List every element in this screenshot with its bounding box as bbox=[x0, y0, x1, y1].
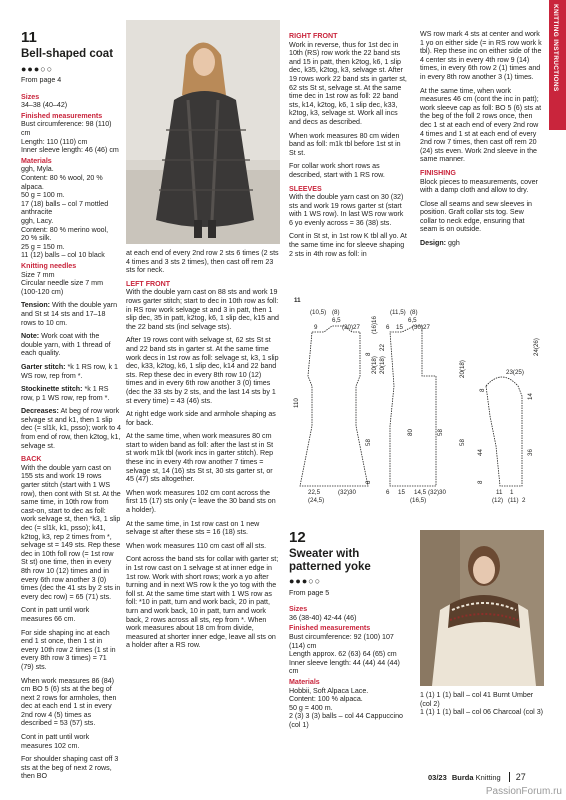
front-dim-bottom-4: (16,5) bbox=[410, 497, 427, 504]
back-dim-8a: 8 bbox=[365, 352, 372, 356]
text-paragraph: Cont across the band sts for collar with garter st; in 1st row cast on 1 selvage st at inner edge in 1st row. Work with short rows; work a yo after turning and in next WS row k the yo tog with the foll st. At the same time start with 1 WS row as foll: *10 in patt, turn and work back, 20 in patt, turn and work back, 10 in patt, turn and work back, 2 rows across all sts, rep from *. When work measures about 18 cm from divide, measured at shorter inner edge, leave all sts on a holder after a RS row. bbox=[126, 555, 279, 650]
front-dim-top-mid: (8) bbox=[410, 309, 418, 316]
sleeve-dim-top-2: 23(25) bbox=[506, 369, 524, 376]
back-dim-58: 58 bbox=[365, 439, 372, 446]
text-paragraph: With the double yarn cast on 155 sts and work 19 rows garter stitch (start with 1 WS row), then cont with St st. At the same time, in 10th row from cast-on, start to dec as foll: work selvage st, then *k3, 1 slip dec (= sl1k, k1, psso); k41, k2tog, k3, rep 2 times from *, selvage st = 149 sts. Rep these dec in 10th foll row (= 1st row St st) one time, then in every 8th row 10 (12) times and in every 6th row another 3 (0) times (dec the 41 sts by 2 sts in every dec row) = 65 (71) sts. bbox=[21, 463, 121, 601]
text-paragraph: When work measures 86 (84) cm BO 5 (6) sts at the beg of next 2 rows for armholes, then dec at each end 1 st in every 2nd row 4 (5) times as described = 53 (57) sts. bbox=[21, 676, 117, 728]
pattern-12-column bbox=[289, 530, 407, 730]
section-heading: RIGHT FRONT bbox=[289, 32, 338, 40]
text-paragraph: When work measures 102 cm cont across the first 15 (17) sts only (= leave the 30 band sts on a holder). bbox=[126, 488, 276, 515]
paragraph-body: At beg of row work selvage st and k1, then 1 slip dec (= sl1k, k1, psso); work to 4 from end of row, then k2tog, k1, selvage st. bbox=[21, 407, 121, 450]
text-line: 17 (18) balls – col 7 mottled bbox=[21, 199, 109, 208]
back-dim-bottom-2: (24,5) bbox=[308, 497, 325, 504]
sleeve-dim-7: 8 bbox=[477, 480, 484, 484]
pattern-number: 12 bbox=[289, 529, 306, 546]
back-dim-8b: 8 bbox=[365, 480, 372, 484]
sleeve-dim-6: 36 bbox=[527, 449, 534, 456]
text-paragraph: At right edge work side and armhole shaping as for back. bbox=[126, 410, 276, 427]
paragraph-lead: Decreases: bbox=[21, 407, 59, 416]
front-dim-1: 20(18) bbox=[379, 356, 386, 374]
section-heading: SLEEVES bbox=[289, 184, 322, 193]
text-line: 20 % silk. bbox=[21, 234, 52, 243]
diagram-label: 11 bbox=[294, 297, 301, 304]
schematic-diagram bbox=[286, 296, 548, 506]
back-dim-side-1: 20(18) bbox=[371, 356, 378, 374]
sleeve-dim-bottom-1: 11 bbox=[496, 489, 503, 496]
text-paragraph: At the same time, when work measures 80 cm start to widen band as foll: after the last st in St st work m1k tbl (work incs in garter stitch). Rep these inc in every 4th row another 7 times = selvage st, 14 (16) sts St st, 30 sts garter st, or 45 (47) sts altogether. bbox=[126, 432, 274, 484]
front-dim-top-mid-2: 6,5 bbox=[408, 317, 417, 324]
paragraph-lead: Stockinette stitch: bbox=[21, 385, 83, 394]
sleeve-piece bbox=[459, 338, 540, 504]
section-heading: BACK bbox=[21, 455, 42, 464]
front-dim-bottom-5: (32)30 bbox=[428, 489, 446, 496]
text-paragraph: For collar work short rows as described, start with 1 RS row. bbox=[289, 162, 385, 179]
text-line: Bust circumference: 92 (100) 107 (114) cm bbox=[289, 632, 394, 650]
front-dim-bottom-3: 14,5 bbox=[414, 489, 427, 496]
paragraph-lead: Tension: bbox=[21, 301, 51, 310]
footer-issue: 03/23 bbox=[428, 773, 447, 782]
paragraph-body: Work coat with the double yarn, with 1 thread of each quality. bbox=[21, 332, 111, 358]
paragraph-lead: Design: bbox=[420, 239, 447, 248]
paragraph-lead: Note: bbox=[21, 332, 40, 341]
back-dim-side-2: (16)16 bbox=[371, 316, 378, 334]
pattern-title: Sweater with patterned yoke bbox=[289, 548, 371, 573]
pattern-title: Bell-shaped coat bbox=[21, 48, 114, 60]
pattern-11-column-4 bbox=[420, 30, 542, 253]
text-line: Inner sleeve length: 44 (44) 44 (44) cm bbox=[289, 658, 400, 676]
text-line: 25 g = 150 m. bbox=[21, 242, 65, 251]
section-heading: Finished measurements bbox=[21, 111, 103, 120]
section-heading: Materials bbox=[289, 677, 320, 686]
sleeve-dim-5: 14 bbox=[527, 393, 534, 400]
section-heading: Materials bbox=[21, 156, 52, 165]
from-page: From page 5 bbox=[289, 588, 330, 597]
section-tab bbox=[549, 0, 566, 130]
text-line: Bust circumference: 98 (110) cm bbox=[21, 120, 112, 138]
paragraph-body: With the double yarn and St st 14 sts and 17–18 rows to 10 cm. bbox=[21, 301, 118, 327]
text-paragraph: With the double yarn cast on 30 (32) sts and work 19 rows garter st (start with 1 WS row). In last WS row work 6 yo evenly across = 36 (38) sts. bbox=[289, 193, 404, 227]
back-dim-top-right: (30)27 bbox=[342, 324, 360, 331]
text-line: Circular needle size 7 mm bbox=[21, 279, 104, 288]
page-number: 27 bbox=[509, 772, 526, 782]
section-tab-label: KNITTING INSTRUCTIONS bbox=[552, 4, 559, 92]
text-line: Size 7 mm bbox=[21, 270, 55, 279]
footer-brand: Burda bbox=[451, 773, 474, 782]
text-paragraph: Work in reverse, thus for 1st dec in 10th (RS) row work the 22 band sts and 15 in patt, then k2tog, k6, 1 slip dec, k35, k2tog, k3, selvage st. After 19 rows work 22 band sts in garter st, 62 sts St st, selvage st. At the same time dec in 1st row as foll: 22 band sts, k14, k2tog, k6, 1 slip dec, k33, k2tog, k3, selvage st. Work all incs and decs as described. bbox=[289, 40, 407, 126]
sleeve-dim-bottom-4: (11) bbox=[508, 497, 519, 504]
difficulty-rating: ●●●○○ bbox=[289, 576, 322, 586]
text-paragraph: After 19 rows cont with selvage st, 62 sts St st and 22 band sts in garter st. At the same time work decs in 1st row as foll: selvage st, k3, 1 slip dec, k33, k2tog, k6, 1 slip dec, k14 and 22 band sts. Rep these dec in every 8th row 10 (12) times and in every 6th row another 3 (0) times (dec the 33 sts by 2 sts, and the last 14 sts by 1 st every time) = 43 (46) sts. bbox=[126, 336, 279, 405]
photo-bell-shaped-coat bbox=[126, 20, 280, 244]
front-dim-top-left: (11,5) bbox=[390, 309, 406, 316]
text-paragraph: When work measures 110 cm cast off all sts. bbox=[126, 541, 267, 550]
text-paragraph: For shoulder shaping cast off 3 sts at the beg of next 2 rows, then BO bbox=[21, 755, 119, 781]
back-dim-top-mid: (8) bbox=[332, 309, 340, 316]
text-paragraph: at each end of every 2nd row 2 sts 6 times (2 sts 4 times and 3 sts 2 times), then cast off rem 23 sts for neck. bbox=[126, 249, 279, 275]
sleeve-dim-2: 8 bbox=[479, 388, 486, 392]
text-paragraph bbox=[21, 407, 121, 450]
pattern-11-column-3 bbox=[289, 30, 407, 263]
back-dim-bottom-1: 22,5 bbox=[308, 489, 321, 496]
text-line: Content: 80 % merino wool, bbox=[21, 225, 109, 234]
paragraph-body: ggh bbox=[446, 239, 460, 248]
text-line: ggh, Lacy. bbox=[21, 217, 54, 225]
sleeve-dim-top-1: 24(26) bbox=[533, 338, 540, 356]
front-dim-bottom-2: 15 bbox=[398, 489, 405, 496]
page-footer bbox=[428, 772, 526, 782]
paragraph-body: *k 1 RS row, p 1 WS row, rep from *. bbox=[21, 385, 110, 402]
back-dim-top-left: (10,5) bbox=[310, 309, 327, 316]
text-line: 34–38 (40–42) bbox=[21, 101, 68, 110]
watermark: PassionForum.ru bbox=[485, 786, 562, 797]
pattern-number: 11 bbox=[21, 29, 37, 46]
text-line: 2 (3) 3 (3) balls – col 44 Cappuccino (col 1) bbox=[289, 712, 403, 729]
pattern-11-column-1 bbox=[21, 30, 121, 786]
text-paragraph: For side shaping inc at each end 1 st once, then 1 st in every 10th row 2 times (1 st in every 8th row 3 times) = 71 (79) sts. bbox=[21, 628, 116, 671]
text-paragraph: Cont in St st, in 1st row K tbl all yo. At the same time inc for sleeve shaping 2 sts in 4th row as foll: in bbox=[289, 232, 407, 258]
sleeve-dim-3: 58 bbox=[459, 439, 466, 446]
text-line: 36 (38-40) 42-44 (46) bbox=[289, 613, 357, 622]
text-line: Length: 110 (110) cm bbox=[21, 137, 88, 146]
front-dim-bottom-1: 6 bbox=[386, 489, 390, 496]
sleeve-dim-bottom-5: 2 bbox=[522, 497, 526, 504]
text-line: 1 (1) 1 (1) ball – col 41 Burnt Umber (col 2) bbox=[420, 691, 534, 708]
text-paragraph: Cont in patt until work measures 102 cm. bbox=[21, 733, 90, 750]
front-dim-top-left-3: 15 bbox=[396, 324, 403, 331]
text-paragraph: With the double yarn cast on 88 sts and work 19 rows garter stitch; start to dec in 10th row as foll: in RS row work selvage st and 3 in patt, then 1 slip dec, 35 in patt, k2tog, k6, 1 slip dec, k15 and the 22 band sts (incl selvage sts). bbox=[126, 288, 280, 331]
back-dim-top-mid-2: 6,5 bbox=[332, 317, 341, 324]
back-piece bbox=[293, 309, 378, 504]
text-paragraph bbox=[420, 239, 542, 248]
text-paragraph: When work measures 80 cm widen band as foll: m1k tbl before 1st st in St st. bbox=[289, 131, 401, 157]
text-line: Content: 80 % wool, 20 % alpaca. bbox=[21, 174, 103, 191]
text-line: 11 (12) balls – col 10 black bbox=[21, 251, 105, 260]
front-dim-3: 80 bbox=[407, 429, 414, 436]
text-paragraph: WS row mark 4 sts at center and work 1 yo on either side (= in RS row work k tbl). Rep these inc on either side of the 4 center sts in every 4th row 9 (14) times, in every 6th row 2 (1) times and in every 8th row another 3 (1) times. bbox=[420, 30, 542, 81]
text-paragraph bbox=[21, 385, 121, 402]
text-paragraph bbox=[21, 332, 121, 358]
sleeve-dim-4: 44 bbox=[477, 449, 484, 456]
from-page: From page 4 bbox=[21, 76, 62, 85]
text-line: Inner sleeve length: 46 (46) cm bbox=[21, 146, 119, 155]
text-paragraph: At the same time, when work measures 46 cm (cont the inc in patt); work sleeve cap as foll: BO 5 (6) sts at the beg of the foll 2 rows once, then dec 1 st at each end of every 2nd row 4 times and 1 st at each end of every 2nd row 7 times, then cast off rem 20 (24) sts even. Work 2nd sleeve in the same manner. bbox=[420, 86, 542, 164]
section-heading: LEFT FRONT bbox=[126, 279, 171, 288]
text-line: Length approx. 62 (63) 64 (65) cm bbox=[289, 650, 397, 659]
paragraph-lead: Garter stitch: bbox=[21, 362, 66, 371]
text-line: Content: 100 % alpaca. bbox=[289, 695, 363, 704]
text-paragraph: Block pieces to measurements, cover with a damp cloth and allow to dry. bbox=[420, 177, 538, 195]
text-paragraph: Cont in patt until work measures 66 cm. bbox=[21, 606, 90, 623]
section-heading: Knitting needles bbox=[21, 261, 77, 270]
text-line: Hobbii, Soft Alpaca Lace. bbox=[289, 686, 369, 695]
front-dim-2: 22 bbox=[379, 344, 386, 351]
front-dim-top-right: (30)27 bbox=[412, 324, 430, 331]
text-line: (100-120 cm) bbox=[21, 287, 64, 296]
text-paragraph: At the same time, in 1st row cast on 1 new selvage st after these sts = 16 (18) sts. bbox=[126, 519, 260, 537]
back-dim-height: 110 bbox=[293, 398, 300, 408]
pattern-11-column-2 bbox=[126, 249, 279, 655]
text-paragraph bbox=[21, 301, 121, 327]
sleeve-dim-bottom-3: (12) bbox=[492, 497, 504, 504]
text-line: ggh, Myla. bbox=[21, 165, 54, 174]
back-dim-top-left-2: 9 bbox=[314, 324, 318, 331]
text-line: 1 (1) 1 (1) ball – col 06 Charcoal (col 3) bbox=[420, 708, 544, 717]
front-dim-top-left-2: 6 bbox=[386, 324, 390, 331]
text-line: anthracite bbox=[21, 208, 53, 217]
section-heading: FINISHING bbox=[420, 168, 456, 177]
photo-sweater-patterned-yoke bbox=[420, 530, 544, 686]
section-heading: Sizes bbox=[21, 92, 40, 101]
text-line: 50 g = 400 m. bbox=[289, 703, 333, 712]
text-paragraph bbox=[21, 363, 121, 380]
section-heading: Finished measurements bbox=[289, 624, 371, 633]
sleeve-dim-bottom-2: 1 bbox=[510, 489, 514, 496]
front-dim-4: 58 bbox=[437, 429, 444, 436]
section-heading: Sizes bbox=[289, 605, 308, 614]
sleeve-dim-1: 20(18) bbox=[459, 360, 466, 378]
pattern-12-column-right bbox=[420, 691, 544, 717]
back-dim-bottom-3: (32)30 bbox=[338, 489, 356, 496]
front-piece bbox=[379, 309, 446, 504]
text-line: 50 g = 100 m. bbox=[21, 191, 65, 200]
text-paragraph: Close all seams and sew sleeves in position. Graft collar sts tog. Sew collar to neck edge, ensuring that seam is on outside. bbox=[420, 199, 532, 234]
paragraph-body: *k 1 RS row, k 1 WS row, rep from *. bbox=[21, 362, 118, 380]
difficulty-rating: ●●●○○ bbox=[21, 63, 54, 74]
footer-section: Knitting bbox=[475, 773, 501, 782]
